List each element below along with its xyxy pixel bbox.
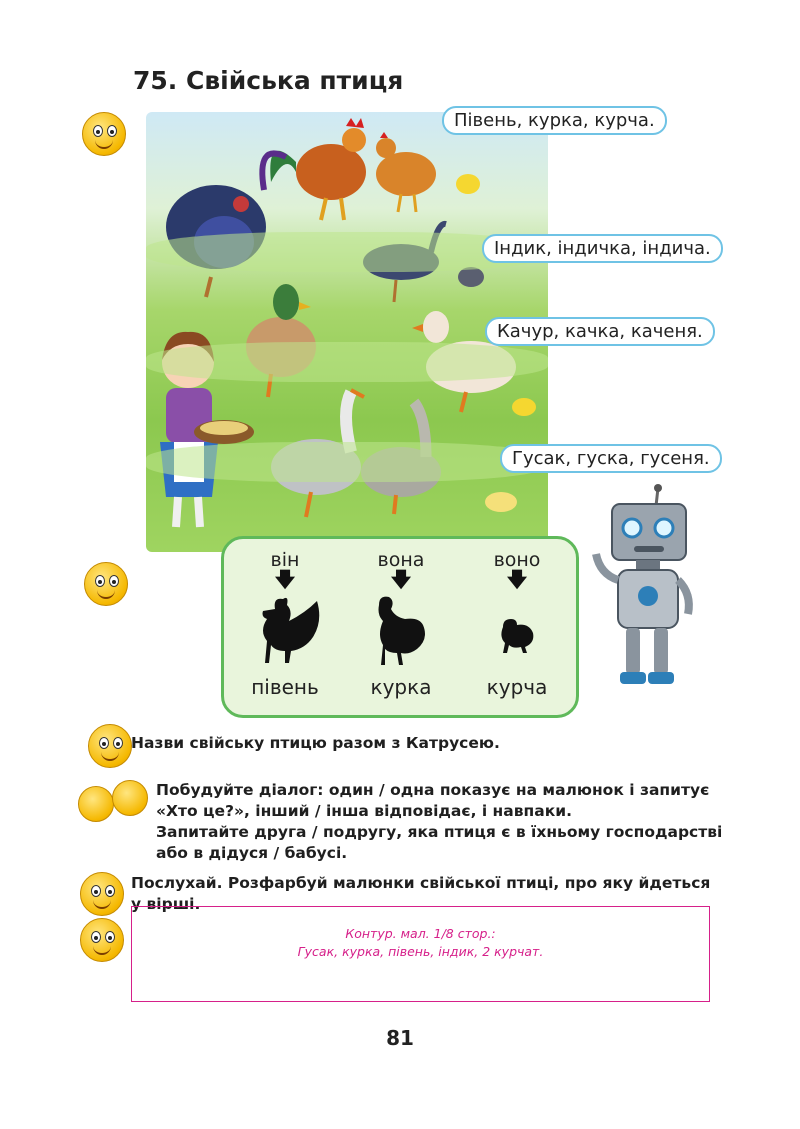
note-line-2: Гусак, курка, півень, індик, 2 курчат. <box>297 944 544 959</box>
down-arrow-icon: 🡇 <box>390 567 412 591</box>
pronoun-it: воно <box>493 549 541 571</box>
listening-emoji-icon <box>80 918 124 962</box>
headphones-emoji-icon <box>80 872 124 916</box>
pronoun-she: вона <box>377 549 425 571</box>
duckling-illustration <box>512 398 536 416</box>
column-neuter <box>462 549 572 699</box>
task-dialogue-line-3: Запитайте друга / подругу, яка птиця є в їхньому господарстві <box>156 823 723 841</box>
two-emojis-dialogue-icon <box>78 786 114 822</box>
hen-illustration <box>376 132 436 212</box>
noun-hen: курка <box>370 675 432 699</box>
microphone-emoji-icon <box>88 724 132 768</box>
pronoun-he: він <box>270 549 300 571</box>
down-arrow-icon: 🡇 <box>274 567 296 591</box>
task-listen-line-1: Послухай. Розфарбуй малюнки свійської птиці, про яку йдеться <box>131 874 711 892</box>
page-title: 75. Свійська птиця <box>133 66 404 95</box>
task-dialogue-line-4: або в дідуся / бабусі. <box>156 844 348 862</box>
task-dialogue-line-2: «Хто це?», інший / інша відповідає, і навпаки. <box>156 802 572 820</box>
label-ducks: Качур, качка, каченя. <box>485 317 715 346</box>
task-dialogue <box>156 780 722 864</box>
gosling-illustration <box>485 492 517 512</box>
gender-pronoun-box <box>221 536 579 718</box>
task-listen-line-2: у вірші. <box>131 895 201 913</box>
magnifier-emoji-icon <box>82 112 126 156</box>
page-number: 81 <box>386 1026 414 1050</box>
rooster-icon <box>245 591 325 671</box>
label-turkeys: Індик, індичка, індича. <box>482 234 723 263</box>
column-masculine <box>230 549 340 699</box>
robot-illustration <box>588 484 698 694</box>
pointing-emoji-icon <box>84 562 128 606</box>
label-geese: Гусак, гуска, гусеня. <box>500 444 722 473</box>
coloring-note-box <box>131 906 710 1002</box>
note-line-1: Контур. мал. 1/8 стор.: <box>345 926 496 941</box>
noun-chick: курча <box>486 675 548 699</box>
noun-rooster: півень <box>251 675 319 699</box>
column-feminine <box>346 549 456 699</box>
second-emoji-icon <box>112 780 148 816</box>
chick-illustration <box>456 174 480 194</box>
label-chickens: Півень, курка, курча. <box>442 106 667 135</box>
task-dialogue-line-1: Побудуйте діалог: один / одна показує на малюнок і запитує <box>156 781 710 799</box>
down-arrow-icon: 🡇 <box>506 567 528 591</box>
chick-icon <box>477 591 557 671</box>
hen-icon <box>361 591 441 671</box>
rooster-illustration <box>262 118 366 220</box>
task-name-birds: Назви свійську птицю разом з Катрусею. <box>131 734 500 752</box>
